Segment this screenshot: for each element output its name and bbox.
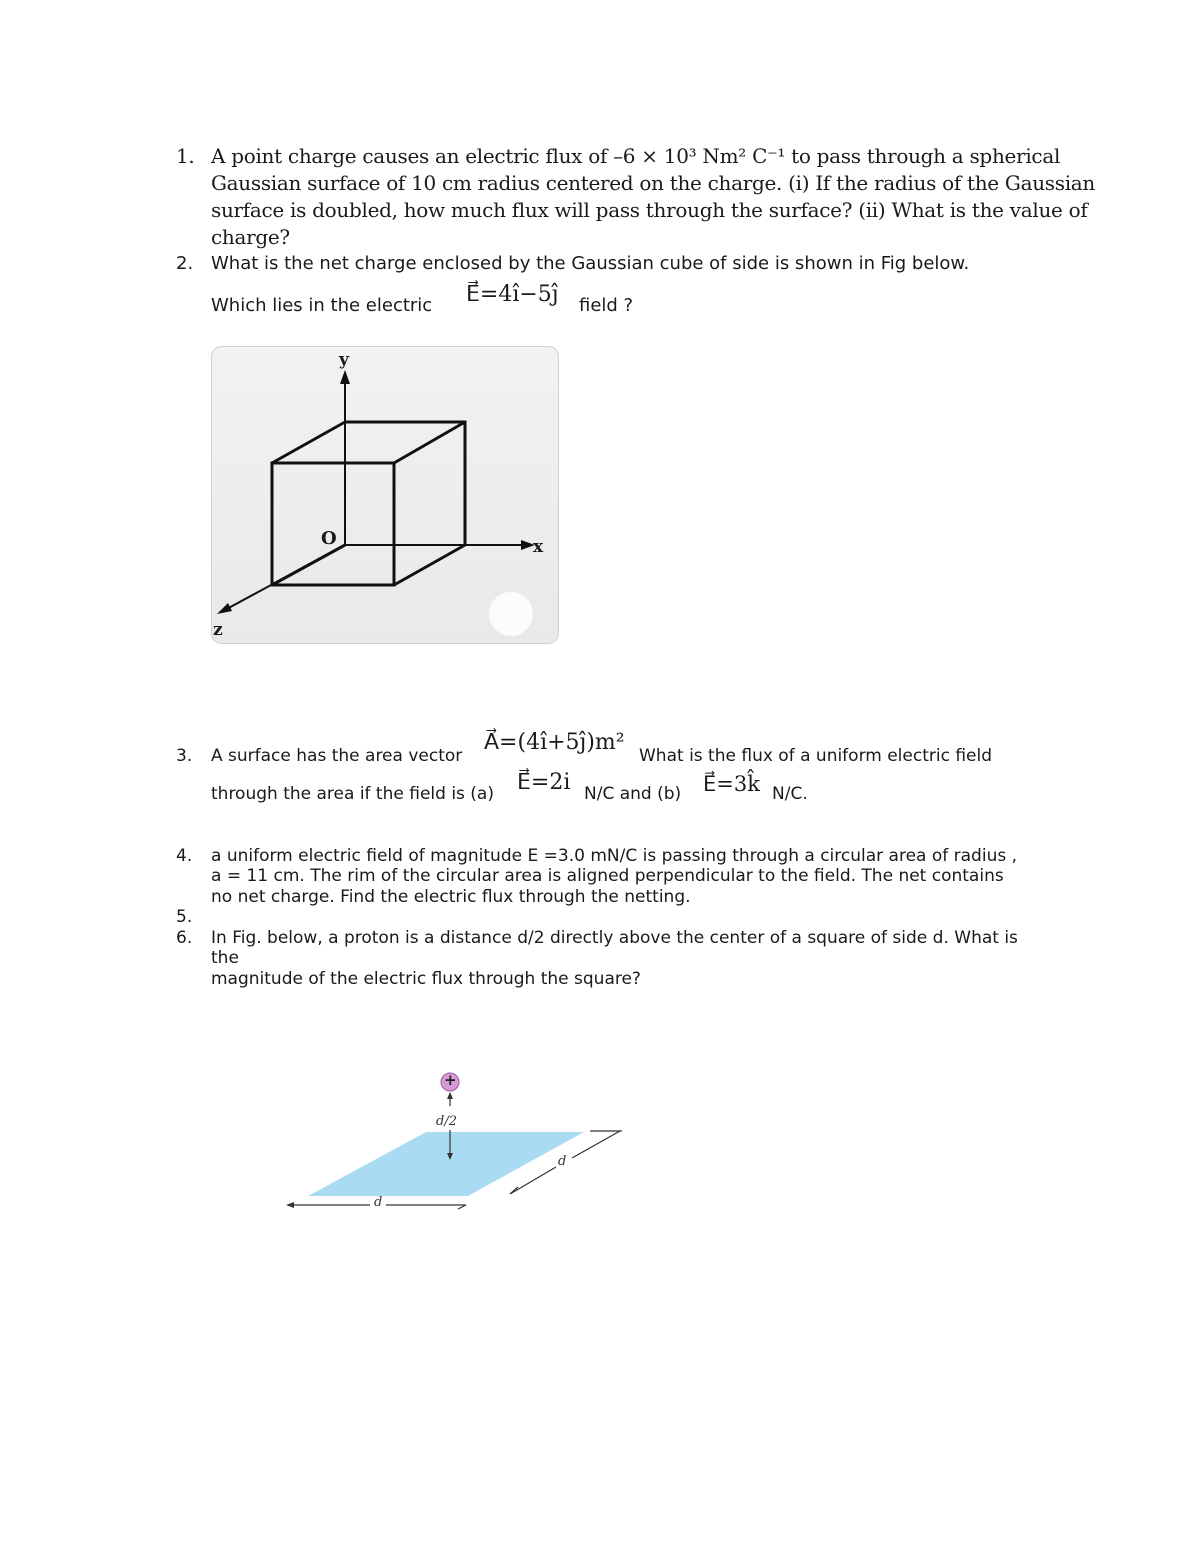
question-number: 5. [176,907,193,927]
question-text-line: through the area if the field is (a) [211,784,494,804]
cube-diagram [211,346,559,644]
question-text-line: Gaussian surface of 10 cm radius centered on the charge. (i) If the radius of the Gaussian [211,171,1096,195]
question-text-line: charge? [211,225,290,249]
electric-field-equation: E⃗=4î−5ĵ [466,282,559,307]
question-text-line: A surface has the area vector [211,746,463,766]
question-number: 6. [176,928,193,948]
proton-square-figure [280,1066,630,1226]
x-axis-label: x [533,537,544,557]
side-label-front: d [374,1195,383,1210]
question-text-line: Which lies in the electric [211,295,433,316]
question-text-line: What is the net charge enclosed by the Gaussian cube of side is shown in Fig below. [211,253,970,274]
question-text-line: N/C. [772,784,808,804]
question-text-line: A point charge causes an electric flux of –6 × 10³ Nm² C⁻¹ to pass through a spherical [211,144,1061,168]
question-number: 3. [176,746,193,766]
z-axis-label: z [213,620,223,640]
question-text-line: no net charge. Find the electric flux through the netting. [211,887,691,907]
origin-label: O [321,528,337,549]
question-text-line: a = 11 cm. The rim of the circular area is aligned perpendicular to the field. The net contains [211,866,1004,886]
question-number: 4. [176,846,193,866]
proton-charge-label: + [444,1071,457,1089]
side-label-right: d [558,1154,567,1169]
question-text-line: What is the flux of a uniform electric field [639,746,993,766]
field-equation-a: E⃗=2i [517,770,571,795]
y-axis-label: y [339,350,349,370]
question-text-line: magnitude of the electric flux through the square? [211,969,641,989]
area-vector-equation: A⃗=(4î+5ĵ)m² [484,730,625,755]
height-label: d/2 [436,1114,457,1129]
question-text-line: field ? [579,295,634,316]
question-text-line: the [211,948,239,968]
question-number: 1. [176,144,195,168]
square-diagram [280,1066,630,1226]
question-number: 2. [176,253,194,274]
gaussian-cube-figure [211,346,559,644]
question-text-line: N/C and (b) [584,784,682,804]
question-text-line: surface is doubled, how much flux will pass through the surface? (ii) What is the value of [211,198,1088,222]
field-equation-b: E⃗=3k̂ [703,772,760,796]
question-text-line: In Fig. below, a proton is a distance d/2 directly above the center of a square of side d. What is [211,928,1018,948]
question-text-line: a uniform electric field of magnitude E =3.0 mN/C is passing through a circular area of radius , [211,846,1018,866]
